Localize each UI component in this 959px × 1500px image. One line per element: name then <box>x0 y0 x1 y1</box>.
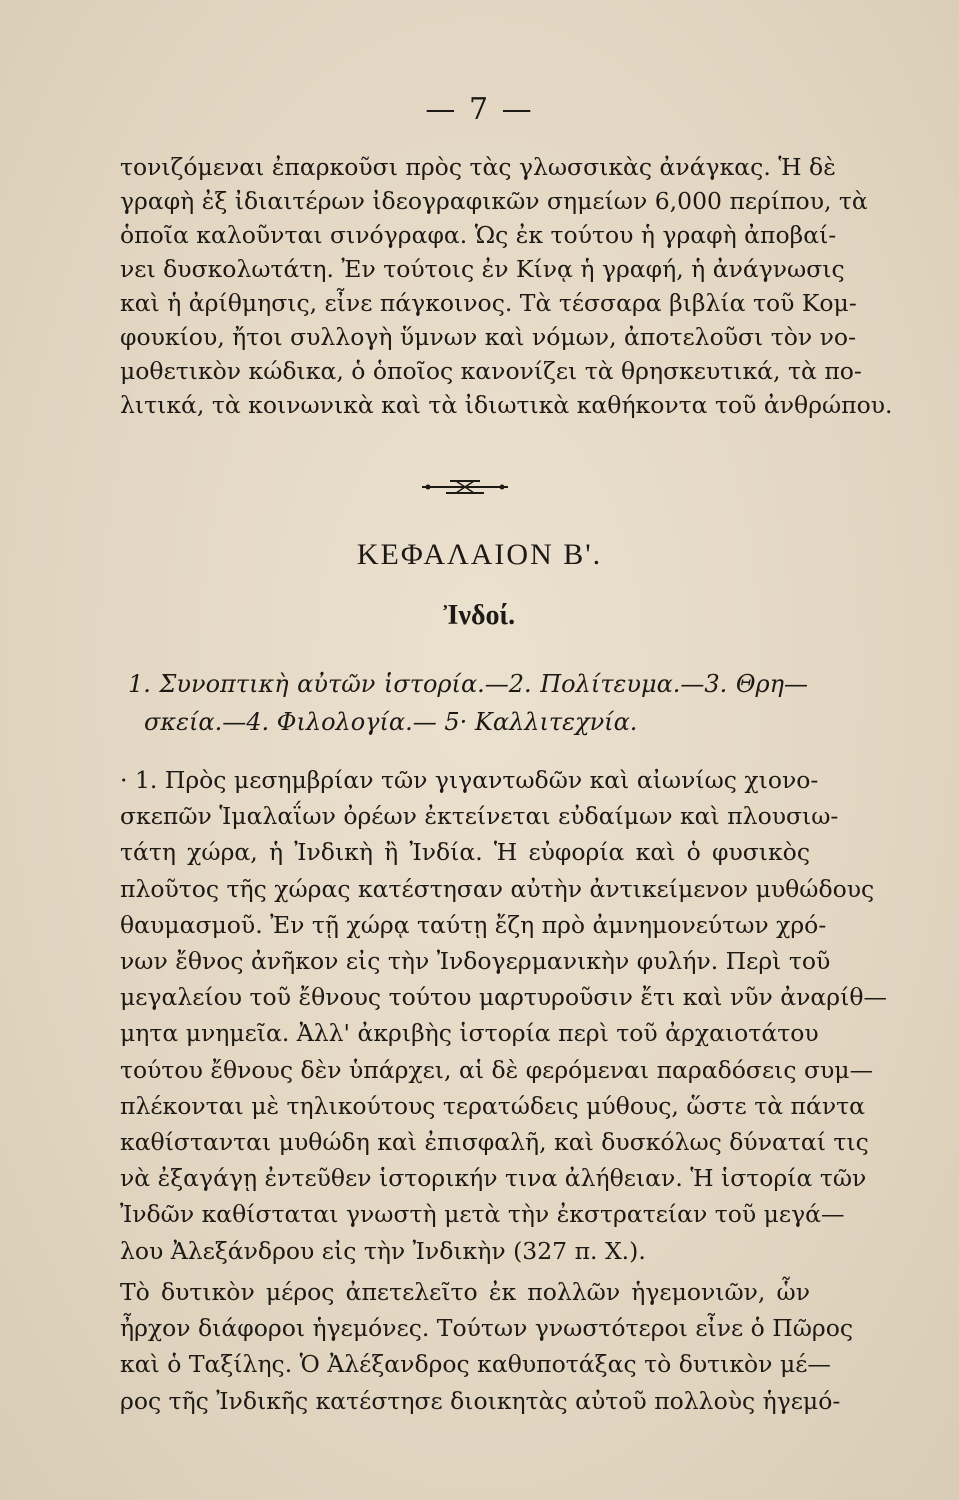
text-line: καὶ ἡ ἀρίθμησις, εἶνε πάγκοινος. Τὰ τέσσαρα βιβλία τοῦ Κομ- <box>120 289 857 317</box>
text-line: νὰ ἐξαγάγῃ ἐντεῦθεν ἱστορικήν τινα ἀλήθειαν. Ἡ ἱστορία τῶν <box>120 1164 867 1193</box>
text-line: Ἰνδῶν καθίσταται γνωστὴ μετὰ τὴν ἐκστρατείαν τοῦ μεγά— <box>120 1200 845 1229</box>
text-line: μεγαλείου τοῦ ἔθνους τούτου μαρτυροῦσιν ἔτι καὶ νῦν ἀναρίθ— <box>120 983 887 1012</box>
chapter-heading: ΚΕΦΑΛΑΙΟΝ Β'. <box>356 538 603 571</box>
text-line: καὶ ὁ Ταξίλης. Ὁ Ἀλέξανδρος καθυποτάξας τὸ δυτικὸν μέ— <box>120 1350 831 1379</box>
text-line: φουκίου, ἤτοι συλλογὴ ὕμνων καὶ νόμων, ἀποτελοῦσι τὸν νο- <box>120 323 857 351</box>
text-line: ἦρχον διάφοροι ἡγεμόνες. Τούτων γνωστότεροι εἶνε ὁ Πῶρος <box>120 1314 854 1343</box>
section-1-paragraph <box>120 762 887 1269</box>
continuation-paragraph <box>120 150 893 422</box>
text-line: Τὸ δυτικὸν μέρος ἀπετελεῖτο ἐκ πολλῶν ἡγεμονιῶν, ὧν <box>120 1278 810 1306</box>
text-line: λιτικά, τὰ κοινωνικὰ καὶ τὰ ἰδιωτικὰ καθήκοντα τοῦ ἀνθρώπου. <box>120 391 893 419</box>
text-line: μητα μνημεῖα. Ἀλλ' ἀκριβὴς ἱστορία περὶ τοῦ ἀρχαιοτάτου <box>120 1019 819 1048</box>
text-line: ρος τῆς Ἰνδικῆς κατέστησε διοικητὰς αὐτοῦ πολλοὺς ἡγεμό- <box>120 1386 841 1415</box>
text-line: θαυμασμοῦ. Ἐν τῇ χώρᾳ ταύτῃ ἔζη πρὸ ἀμνημονεύτων χρό- <box>120 910 827 939</box>
text-line: νει δυσκολωτάτη. Ἐν τούτοις ἐν Κίνᾳ ἡ γραφή, ἡ ἀνάγνωσις <box>120 255 845 283</box>
text-line: · 1. Πρὸς μεσημβρίαν τῶν γιγαντωδῶν καὶ αἰωνίως χιονο- <box>120 766 819 794</box>
text-line: ὁποῖα καλοῦνται σινόγραφα. Ὡς ἐκ τούτου ἡ γραφὴ ἀποβαί- <box>120 221 837 249</box>
summary-line: σκεία.—4. Φιλολογία.— 5· Καλλιτεχνία. <box>144 708 638 736</box>
text-line: πλέκονται μὲ τηλικούτους τερατώδεις μύθους, ὥστε τὰ πάντα <box>120 1091 866 1120</box>
text-line: μοθετικὸν κώδικα, ὁ ὁποῖος κανονίζει τὰ θρησκευτικά, τὰ πο- <box>120 357 862 385</box>
page-number: — 7 — <box>425 92 534 127</box>
ornament-divider-icon <box>420 476 510 498</box>
text-line: πλοῦτος τῆς χώρας κατέστησαν αὐτὴν ἀντικείμενον μυθώδους <box>120 874 875 903</box>
text-line: σκεπῶν Ἱμαλαΐων ὀρέων ἐκτείνεται εὐδαίμων καὶ πλουσιω- <box>120 802 839 831</box>
summary-line: 1. Συνοπτικὴ αὐτῶν ἱστορία.—2. Πολίτευμα.—3. Θρη— <box>128 670 808 698</box>
text-line: καθίστανται μυθώδη καὶ ἐπισφαλῆ, καὶ δυσκόλως δύναταί τις <box>120 1128 869 1157</box>
chapter-title: Ἰνδοί. <box>443 600 516 631</box>
text-line: λου Ἀλεξάνδρου εἰς τὴν Ἰνδικὴν (327 π. Χ.). <box>120 1236 646 1265</box>
text-line: νων ἔθνος ἀνῆκον εἰς τὴν Ἰνδογερμανικὴν φυλήν. Περὶ τοῦ <box>120 947 831 976</box>
text-line: γραφὴ ἐξ ἰδιαιτέρων ἰδεογραφικῶν σημείων 6,000 περίπου, τὰ <box>120 187 868 215</box>
text-line: τονιζόμεναι ἐπαρκοῦσι πρὸς τὰς γλωσσικὰς ἀνάγκας. Ἡ δὲ <box>120 153 836 181</box>
text-line: τάτη χώρα, ἡ Ἰνδικὴ ἢ Ἰνδία. Ἡ εὐφορία καὶ ὁ φυσικὸς <box>120 838 810 867</box>
chapter-summary <box>128 665 808 741</box>
text-line: τούτου ἔθνους δὲν ὑπάρχει, αἱ δὲ φερόμεναι παραδόσεις συμ— <box>120 1055 874 1084</box>
section-2-paragraph <box>120 1274 854 1419</box>
